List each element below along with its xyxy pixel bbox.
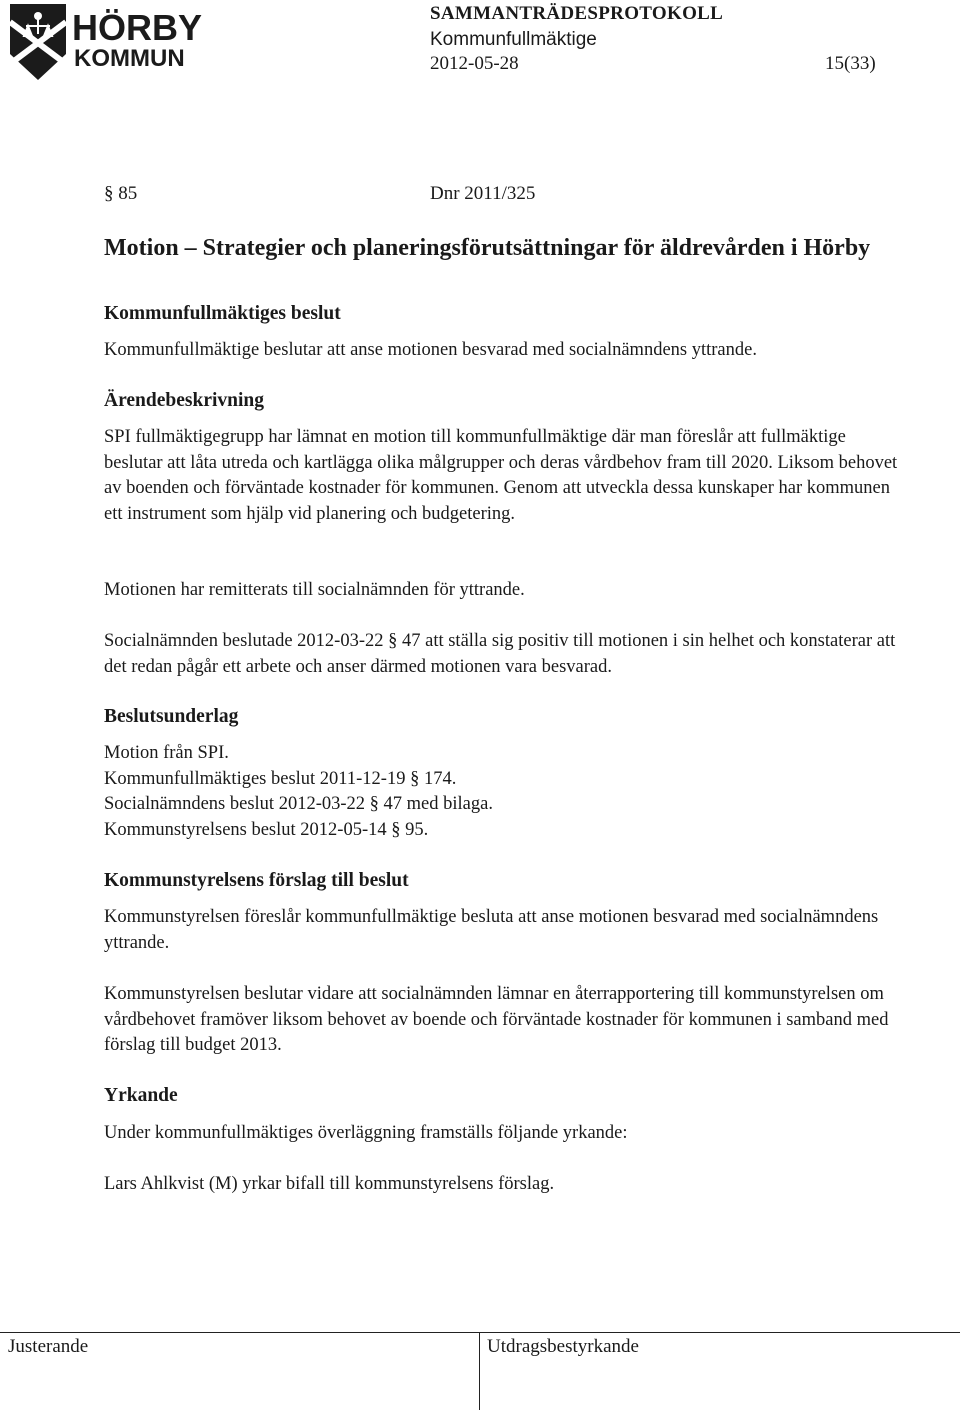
decision-heading: Kommunfullmäktiges beslut <box>104 303 341 324</box>
proposal-paragraph-1: Kommunstyrelsen föreslår kommunfullmäktige besluta att anse motionen besvarad med socialnämndens yttrande. <box>104 907 879 953</box>
basis-heading: Beslutsunderlag <box>104 706 239 727</box>
claim-paragraph-2: Lars Ahlkvist (M) yrkar bifall till kommunstyrelsens förslag. <box>104 1174 555 1194</box>
claim-heading: Yrkande <box>104 1085 178 1106</box>
footer-divider <box>0 1332 960 1333</box>
footer-utdragsbestyrkande: Utdragsbestyrkande <box>487 1336 639 1357</box>
claim-paragraph-1: Under kommunfullmäktiges överläggning framställs följande yrkande: <box>104 1123 628 1143</box>
basis-item-1: Motion från SPI. <box>104 743 229 763</box>
case-title: Motion – Strategier och planeringsförutsättningar för äldrevården i Hörby <box>104 235 871 261</box>
protocol-title: SAMMANTRÄDESPROTOKOLL <box>430 3 724 24</box>
description-paragraph-2: Motionen har remitterats till socialnämnden för yttrande. <box>104 580 525 600</box>
case-number: Dnr 2011/325 <box>430 183 536 204</box>
proposal-paragraph-2: Kommunstyrelsen beslutar vidare att socialnämnden lämnar en återrapportering till kommunstyrelsen om vårdbehovet framöver liksom behovet av boende och förväntade kostnader för kommunen i samband med förslag till budget 2013. <box>104 984 889 1055</box>
logo-text-1: HÖRBY <box>72 7 203 48</box>
decision-text: Kommunfullmäktige beslutar att anse motionen besvarad med socialnämndens yttrande. <box>104 340 757 360</box>
footer-column-divider <box>479 1332 480 1410</box>
proposal-heading: Kommunstyrelsens förslag till beslut <box>104 870 409 891</box>
description-paragraph-1: SPI fullmäktigegrupp har lämnat en motion till kommunfullmäktige där man föreslår att fullmäktige beslutar att låta utreda och kartlägga olika målgrupper och deras vårdbehov fram till 2020. Liksom behovet av boenden och förväntade kostnader för kommunen. Genom att utveckla dessa kunskaper har kommunen ett instrument som hjälp vid planering och budgetering. <box>104 427 898 524</box>
page-number: 15(33) <box>825 53 876 74</box>
basis-item-3: Socialnämndens beslut 2012-03-22 § 47 med bilaga. <box>104 794 493 814</box>
basis-item-2: Kommunfullmäktiges beslut 2011-12-19 § 174. <box>104 769 457 789</box>
coat-of-arms-icon <box>8 2 203 82</box>
logo-text-2: KOMMUN <box>74 45 185 72</box>
description-paragraph-3: Socialnämnden beslutade 2012-03-22 § 47 att ställa sig positiv till motionen i sin helhet och konstaterar att det redan pågår ett arbete och anser därmed motionen vara besvarad. <box>104 631 896 677</box>
description-heading: Ärendebeskrivning <box>104 390 264 411</box>
organ-name: Kommunfullmäktige <box>430 29 597 50</box>
footer-justerande: Justerande <box>8 1336 89 1357</box>
section-number: § 85 <box>104 183 138 204</box>
basis-item-4: Kommunstyrelsens beslut 2012-05-14 § 95. <box>104 820 429 840</box>
hörby-kommun-logo <box>8 2 203 82</box>
meeting-date: 2012-05-28 <box>430 53 519 74</box>
